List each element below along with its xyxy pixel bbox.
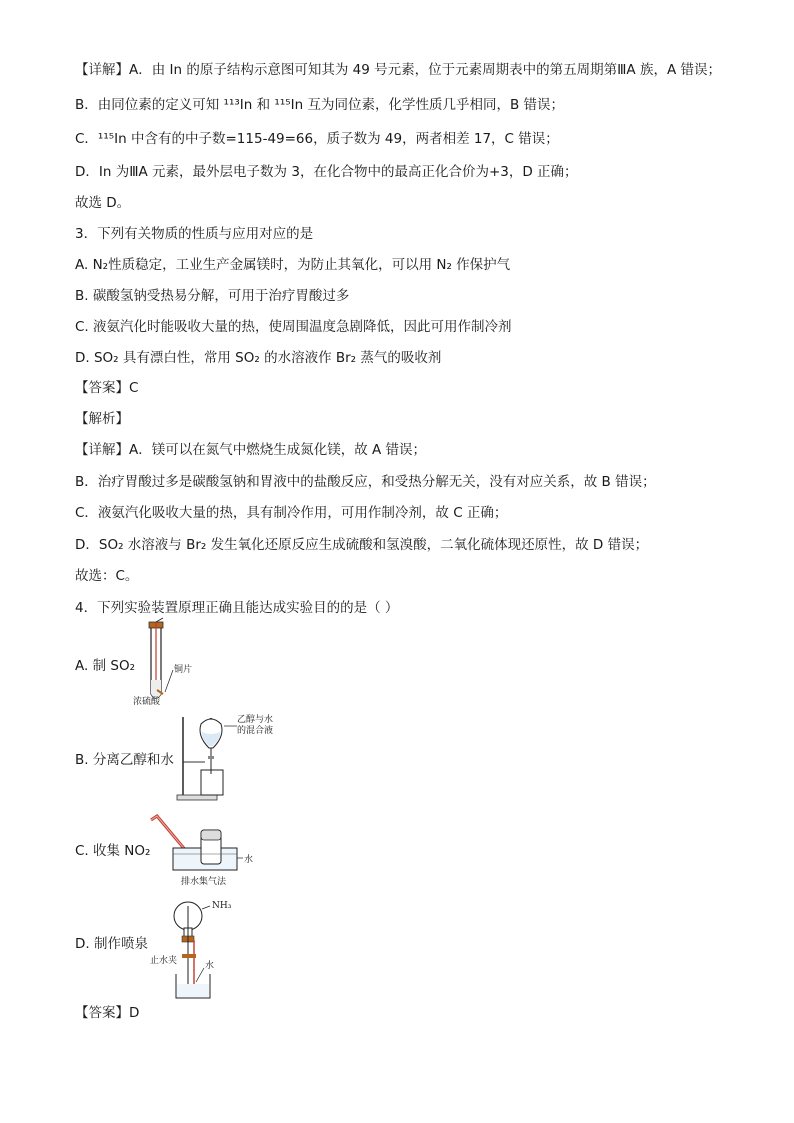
figure-label: 水: [205, 961, 215, 971]
figure-label: 水: [244, 855, 254, 865]
option-c-label: C. 收集 NO₂: [75, 843, 151, 859]
text-line: B．由同位素的定义可知 ¹¹³In 和 ¹¹⁵In 互为同位素，化学性质几乎相同，B 错误；: [75, 97, 565, 113]
question-stem: 4．下列实验装置原理正确且能达成实验目的的是（ ）: [75, 600, 399, 616]
text-line: B．治疗胃酸过多是碳酸氢钠和胃液中的盐酸反应，和受热分解无关，没有对应关系，故 B 错误；: [75, 474, 656, 490]
text-line: D．In 为ⅢA 元素，最外层电子数为 3，在化合物中的最高正化合价为+3，D 正确；: [75, 164, 578, 180]
figure-label: 的混合液: [237, 726, 274, 736]
option-line: C. 液氨汽化时能吸收大量的热，使周围温度急剧降低，因此可用作制冷剂: [75, 319, 512, 335]
answer-line: 【答案】C: [75, 380, 139, 396]
text-line: 【详解】A．由 In 的原子结构示意图可知其为 49 号元素，位于元素周期表中的第五周期第ⅢA 族，A 错误；: [75, 62, 721, 78]
text-line: C．液氨汽化吸收大量的热，具有制冷作用，可用作制冷剂，故 C 正确；: [75, 505, 508, 521]
analysis-heading: 【解析】: [75, 411, 129, 427]
figure-label: 排水集气法: [181, 877, 227, 887]
fountain-figure: [150, 896, 270, 1000]
option-line: B. 碳酸氢钠受热易分解，可用于治疗胃酸过多: [75, 288, 350, 304]
option-line: D. SO₂ 具有漂白性，常用 SO₂ 的水溶液作 Br₂ 蒸气的吸收剂: [75, 350, 442, 366]
text-line: D．SO₂ 水溶液与 Br₂ 发生氧化还原反应生成硫酸和氢溴酸，二氧化硫体现还原性，故 D 错误；: [75, 537, 649, 553]
option-line: A. N₂性质稳定，工业生产金属镁时，为防止其氧化，可以用 N₂ 作保护气: [75, 257, 511, 273]
option-b-label: B. 分离乙醇和水: [75, 752, 174, 768]
text-line: C．¹¹⁵In 中含有的中子数=115-49=66，质子数为 49，两者相差 17，C 错误；: [75, 131, 559, 147]
figure-label: 铜片: [174, 665, 193, 675]
test-tube-figure: [127, 620, 207, 706]
text-line: 故选 D。: [75, 195, 131, 211]
text-line: 故选：C。: [75, 568, 139, 584]
figure-label: 浓硫酸: [133, 697, 161, 707]
figure-label: NH₃: [212, 901, 232, 911]
option-a-label: A. 制 SO₂: [75, 658, 135, 674]
question-stem: 3．下列有关物质的性质与应用对应的是: [75, 226, 314, 242]
water-collection-figure: [147, 812, 267, 894]
figure-label: 止水夹: [150, 956, 178, 966]
separatory-funnel-figure: [175, 712, 295, 802]
text-line: 【详解】A．镁可以在氮气中燃烧生成氮化镁，故 A 错误；: [75, 442, 427, 458]
figure-label: 乙醇与水: [237, 715, 274, 725]
answer-line: 【答案】D: [75, 1005, 140, 1021]
option-d-label: D. 制作喷泉: [75, 936, 148, 952]
